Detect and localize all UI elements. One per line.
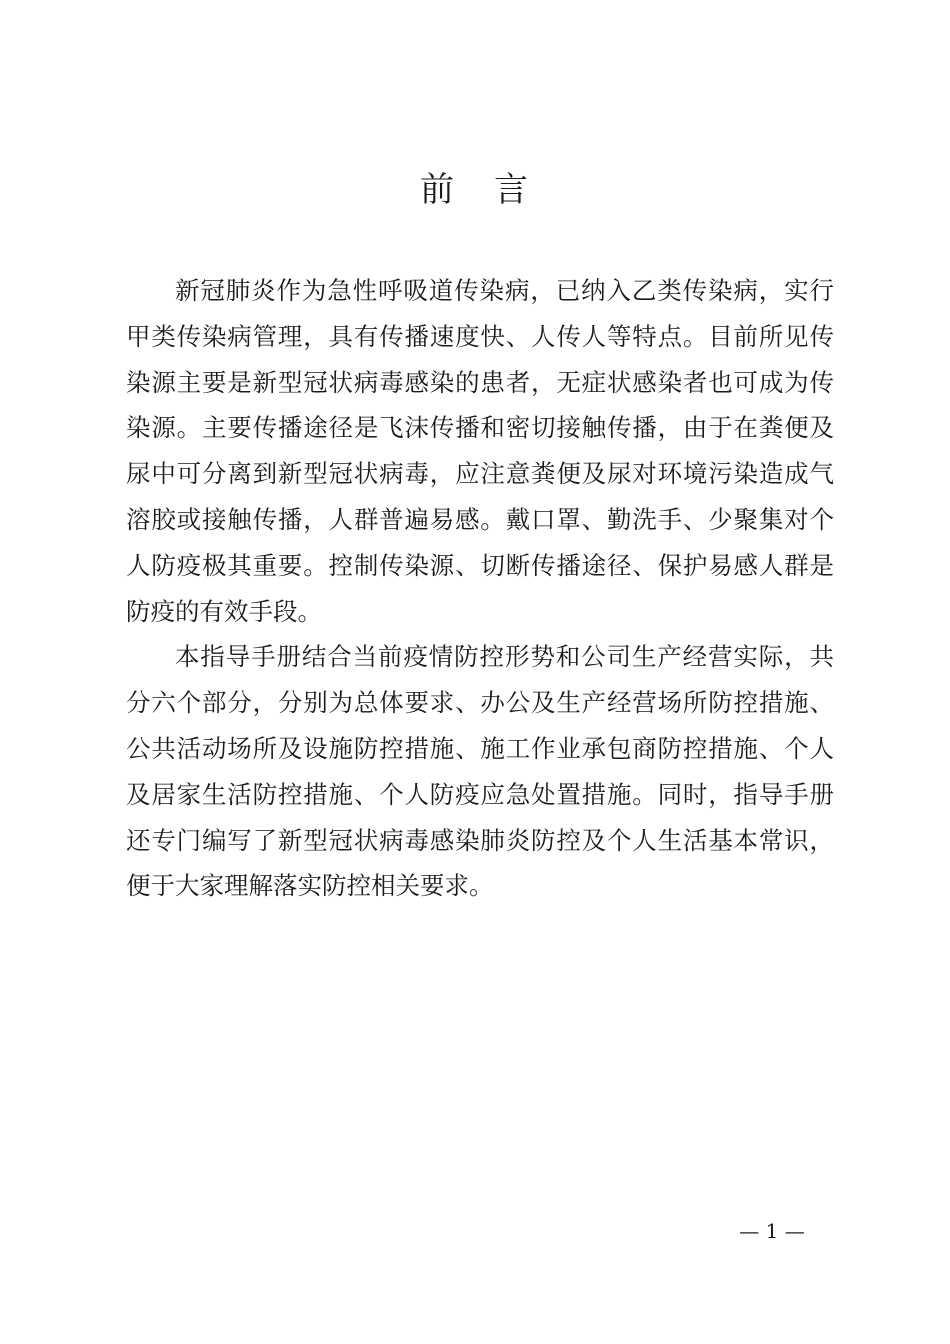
title-char-1: 前 — [420, 170, 456, 210]
page-title — [0, 168, 950, 212]
page-number: — 1 — — [739, 1219, 805, 1243]
paragraph-2: 本指导手册结合当前疫情防控形势和公司生产经营实际，共分六个部分，分别为总体要求、办公及生产经营场所防控措施、公共活动场所及设施防控措施、施工作业承包商防控措施、个人及居家生活防控措施、个人防疫应急处置措施。同时，指导手册还专门编写了新型冠状病毒感染肺炎防控及个人生活基本常识，便于大家理解落实防控相关要求。 — [126, 642, 834, 901]
paragraph-1: 新冠肺炎作为急性呼吸道传染病，已纳入乙类传染病，实行甲类传染病管理，具有传播速度快、人传人等特点。目前所见传染源主要是新型冠状病毒感染的患者，无症状感染者也可成为传染源。主要传播途径是飞沫传播和密切接触传播，由于在粪便及尿中可分离到新型冠状病毒，应注意粪便及尿对环境污染造成气溶胶或接触传播，人群普遍易感。戴口罩、勤洗手、少聚集对个人防疫极其重要。控制传染源、切断传播途径、保护易感人群是防疫的有效手段。 — [126, 276, 834, 626]
body-text — [126, 268, 834, 909]
title-char-2: 言 — [494, 170, 530, 210]
